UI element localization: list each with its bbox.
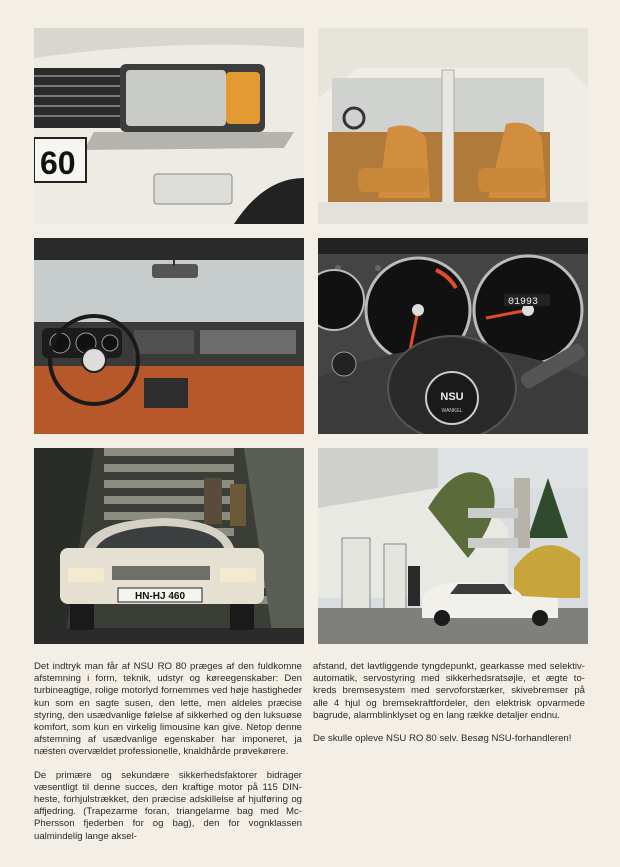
photo-headlight (34, 28, 304, 224)
body-paragraph: Det indtryk man får af NSU RO 80 præges af den fuldkomne afstemning i form, teknik, udstyr og køreegenskaber: Den turbineagtige, rolige motorlyd fornemmes ved høje hastigheder kun som en sagte susen, den lette, men aldeles præcise styring, den usædvanlige følelse af sikkerhed og den luksuøse komfort, som kun en virkelig limousine kan give. Netop denne afstemning af usædvanlige egenskaber har imponeret, ja næsten overvældet professionelle, knaldhårde prøvekørere. (34, 661, 302, 758)
photo-gauges (318, 238, 588, 434)
body-text-left-column (34, 661, 302, 854)
wankel-badge-text: WANKEL (441, 408, 463, 414)
body-text-right-column (313, 661, 585, 756)
plate-number-front: 60 (40, 145, 76, 181)
photo-dashboard (34, 238, 304, 434)
body-paragraph: De primære og sekundære sikkerhedsfaktorer bidrager væsentligt til denne succes, den kraftige motor på 115 DIN-heste, forhjulstrækket, den præcise adskillelse af hjulføring og affjedring. (Trapezarme foran, triangelarme bag med Mc-Phersson fjederben for og bag), den for vognklassen ualmindelig lange aksel- (34, 769, 302, 842)
body-paragraph: De skulle opleve NSU RO 80 selv. Besøg NSU-forhandleren! (313, 733, 572, 745)
photo-car-stairs (34, 448, 304, 644)
nsu-badge-text: NSU (440, 391, 464, 403)
body-paragraph: afstand, det lavtliggende tyngdepunkt, gearkasse med selektiv-automatik, servostyring med sikkerhedsratsøjle, et ægte to-kreds bremsesystem med servoforstærker, skivebremser på alle 4 hjul og bremsekraftfordeler, den elektrisk opvarmede bagrude, alarmblinklyset og en lang række detaljer endnu. (313, 661, 585, 721)
odometer-readout: 01993 (508, 297, 539, 308)
plate-number-car: HN-HJ 460 (134, 591, 186, 602)
photo-car-garage (318, 448, 588, 644)
photo-interior-seats (318, 28, 588, 224)
